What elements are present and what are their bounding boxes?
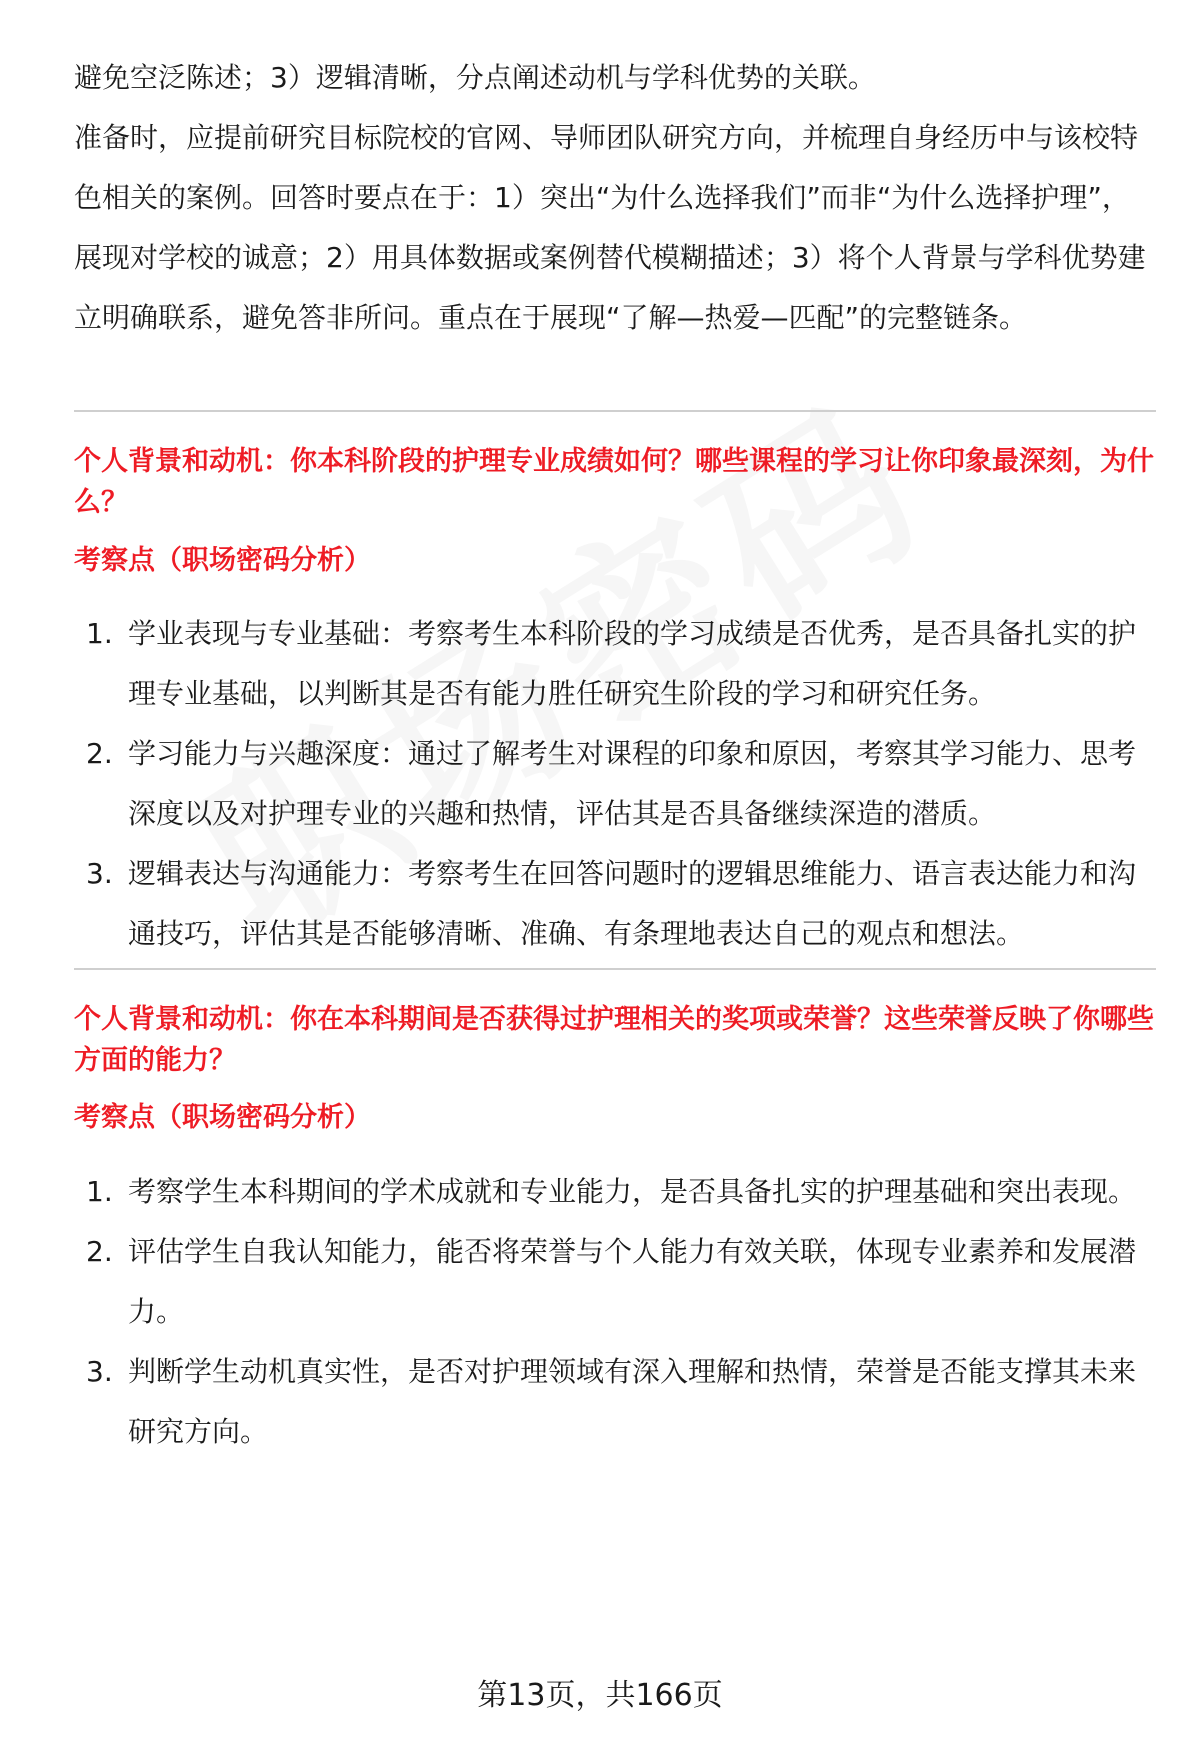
page-number: 第13页，共166页 — [477, 1678, 723, 1713]
list-item: 3. 逻辑表达与沟通能力：考察考生在回答问题时的逻辑思维能力、语言表达能力和沟通技巧，评估其是否能够清晰、准确、有条理地表达自己的观点和想法。 — [86, 857, 1137, 950]
question-heading: 个人背景和动机：你在本科期间是否获得过护理相关的奖项或荣誉？这些荣誉反映了你哪些方面的能力？ — [74, 1004, 1154, 1076]
analysis-label: 考察点（职场密码分析） — [74, 545, 371, 576]
list-item: 3. 判断学生动机真实性，是否对护理领域有深入理解和热情，荣誉是否能支撑其未来研究方向。 — [86, 1355, 1137, 1448]
list-item: 2. 评估学生自我认知能力，能否将荣誉与个人能力有效关联，体现专业素养和发展潜力。 — [86, 1235, 1137, 1328]
list-item: 1. 考察学生本科期间的学术成就和专业能力，是否具备扎实的护理基础和突出表现。 — [86, 1175, 1137, 1208]
section-divider — [74, 968, 1156, 970]
intro-text — [74, 48, 1156, 348]
intro-line: 避免空泛陈述；3）逻辑清晰，分点阐述动机与学科优势的关联。 — [74, 61, 876, 94]
analysis-points — [74, 1162, 1156, 1462]
list-item: 1. 学业表现与专业基础：考察考生本科阶段的学习成绩是否优秀，是否具备扎实的护理专业基础，以判断其是否有能力胜任研究生阶段的学习和研究任务。 — [86, 617, 1137, 710]
intro-paragraph: 准备时，应提前研究目标院校的官网、导师团队研究方向，并梳理自身经历中与该校特色相关的案例。回答时要点在于：1）突出“为什么选择我们”而非“为什么选择护理”，展现对学校的诚意；2）用具体数据或案例替代模糊描述；3）将个人背景与学科优势建立明确联系，避免答非所问。重点在于展现“了解—热爱—匹配”的完整链条。 — [74, 121, 1146, 334]
question-heading: 个人背景和动机：你本科阶段的护理专业成绩如何？哪些课程的学习让你印象最深刻，为什么？ — [74, 446, 1154, 518]
analysis-points — [74, 604, 1156, 964]
section-divider — [74, 410, 1156, 412]
list-item: 2. 学习能力与兴趣深度：通过了解考生对课程的印象和原因，考察其学习能力、思考深度以及对护理专业的兴趣和热情，评估其是否具备继续深造的潜质。 — [86, 737, 1137, 830]
analysis-label: 考察点（职场密码分析） — [74, 1102, 371, 1133]
